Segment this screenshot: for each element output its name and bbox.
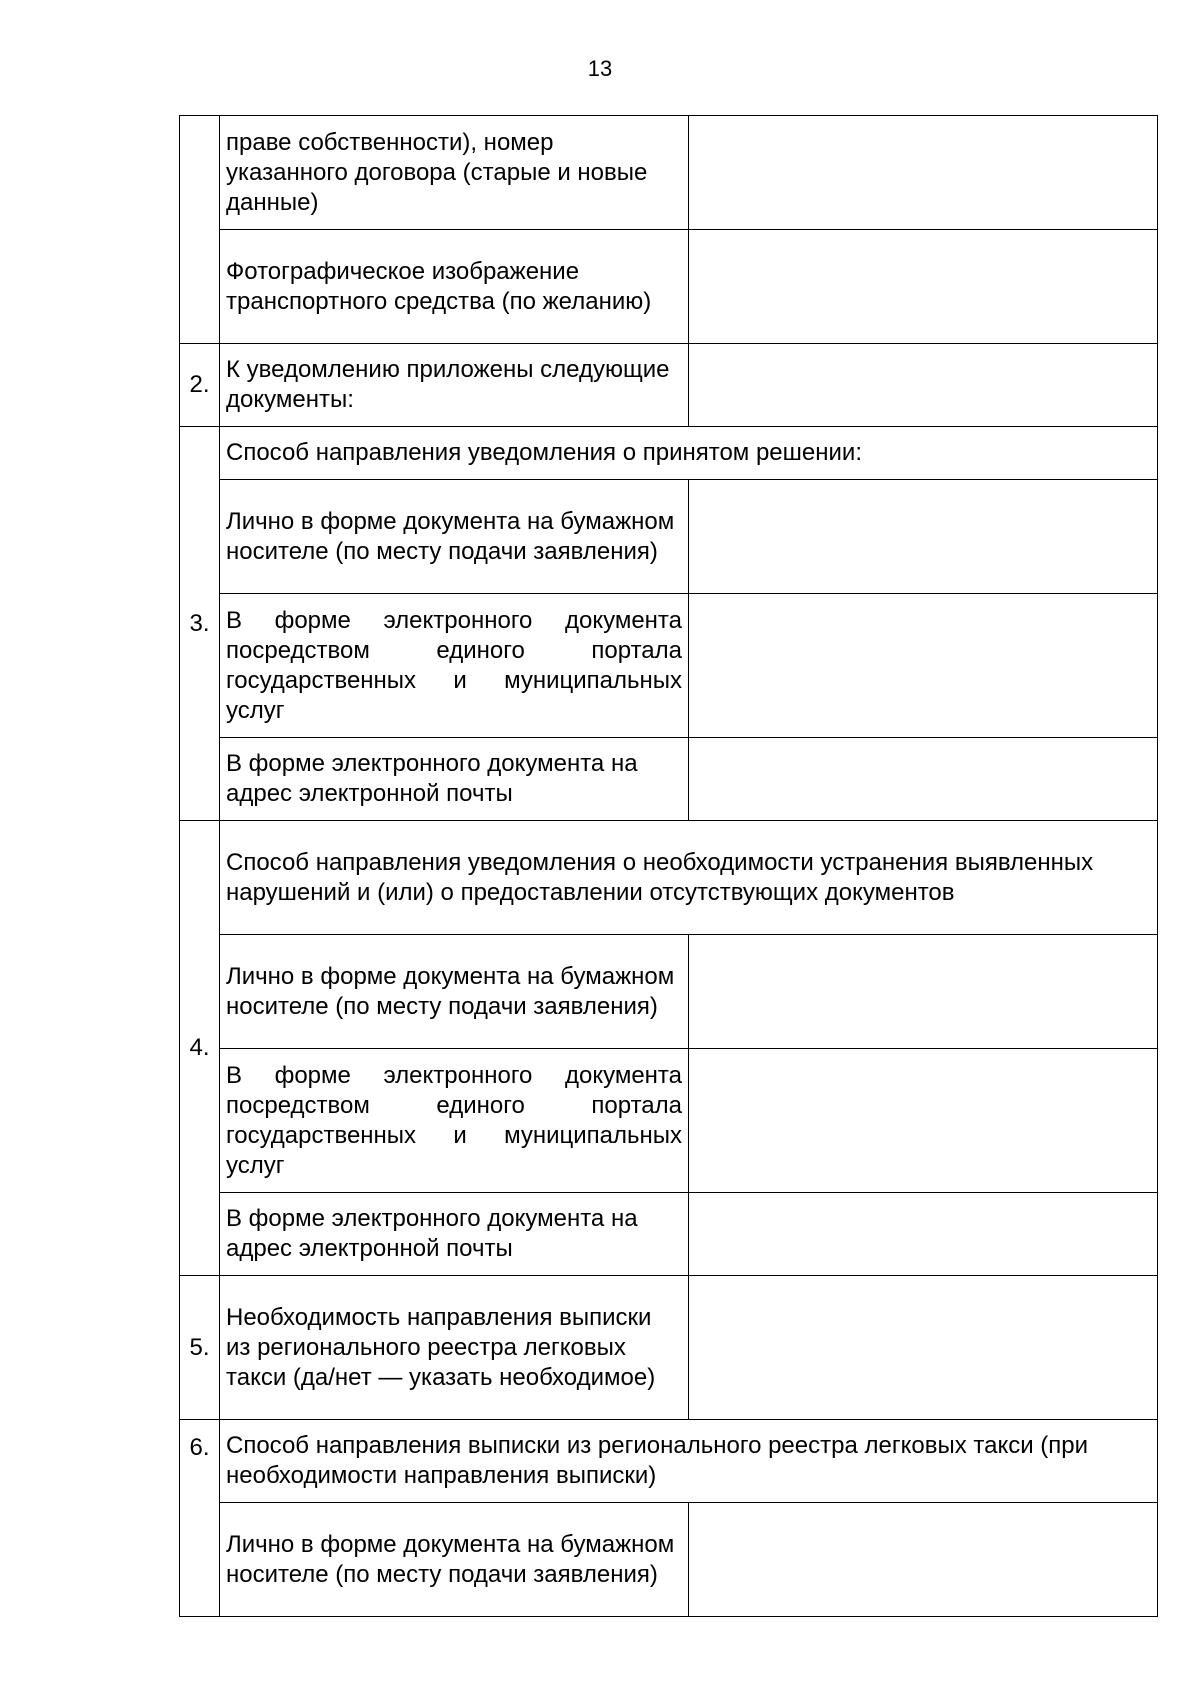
violation-portal-option-label: В форме электронного документа посредством единого портала государственных и муниципальных услуг xyxy=(220,1049,689,1193)
violation-email-option-field[interactable] xyxy=(689,1193,1158,1276)
table-row xyxy=(180,1049,1158,1193)
violation-paper-option-field[interactable] xyxy=(689,935,1158,1049)
application-form-table xyxy=(179,115,1158,1617)
decision-paper-option-field[interactable] xyxy=(689,480,1158,594)
decision-portal-option-field[interactable] xyxy=(689,594,1158,738)
decision-paper-option-label: Лично в форме документа на бумажном носителе (по месту подачи заявления) xyxy=(220,480,689,594)
table-row xyxy=(180,935,1158,1049)
decision-email-option-label: В форме электронного документа на адрес электронной почты xyxy=(220,738,689,821)
vehicle-photo-value-field[interactable] xyxy=(689,230,1158,344)
registry-extract-need-field[interactable] xyxy=(689,1276,1158,1420)
table-row xyxy=(180,594,1158,738)
table-row xyxy=(180,821,1158,935)
attached-documents-value-field[interactable] xyxy=(689,344,1158,427)
table-row xyxy=(180,1503,1158,1617)
table-row xyxy=(180,1276,1158,1420)
table-row xyxy=(180,427,1158,480)
decision-notice-method-header: Способ направления уведомления о принятом решении: xyxy=(220,427,1158,480)
decision-portal-option-label: В форме электронного документа посредством единого портала государственных и муниципальных услуг xyxy=(220,594,689,738)
violation-portal-option-field[interactable] xyxy=(689,1049,1158,1193)
table-row xyxy=(180,230,1158,344)
row-number-cell: 3. xyxy=(180,427,220,821)
violation-email-option-label: В форме электронного документа на адрес электронной почты xyxy=(220,1193,689,1276)
decision-email-option-field[interactable] xyxy=(689,738,1158,821)
vehicle-photo-label: Фотографическое изображение транспортного средства (по желанию) xyxy=(220,230,689,344)
row-number-cell xyxy=(180,116,220,344)
page-number: 13 xyxy=(587,56,613,81)
attached-documents-label: К уведомлению приложены следующие документы: xyxy=(220,344,689,427)
violation-notice-method-header: Способ направления уведомления о необходимости устранения выявленных нарушений и (или) о предоставлении отсутствующих документов xyxy=(220,821,1158,935)
table-row xyxy=(180,344,1158,427)
extract-delivery-method-header: Способ направления выписки из регионального реестра легковых такси (при необходимости направления выписки) xyxy=(220,1420,1158,1503)
row-number-cell: 4. xyxy=(180,821,220,1276)
table-row xyxy=(180,738,1158,821)
row-number-cell: 5. xyxy=(180,1276,220,1420)
table-row xyxy=(180,116,1158,230)
ownership-contract-value-field[interactable] xyxy=(689,116,1158,230)
extract-paper-option-label: Лично в форме документа на бумажном носителе (по месту подачи заявления) xyxy=(220,1503,689,1617)
row-number-cell: 6. xyxy=(180,1420,220,1617)
table-row xyxy=(180,480,1158,594)
row-number-cell: 2. xyxy=(180,344,220,427)
ownership-contract-label: праве собственности), номер указанного договора (старые и новые данные) xyxy=(220,116,689,230)
extract-paper-option-field[interactable] xyxy=(689,1503,1158,1617)
violation-paper-option-label: Лично в форме документа на бумажном носителе (по месту подачи заявления) xyxy=(220,935,689,1049)
registry-extract-need-label: Необходимость направления выписки из регионального реестра легковых такси (да/нет — указать необходимое) xyxy=(220,1276,689,1420)
table-row xyxy=(180,1420,1158,1503)
table-row xyxy=(180,1193,1158,1276)
